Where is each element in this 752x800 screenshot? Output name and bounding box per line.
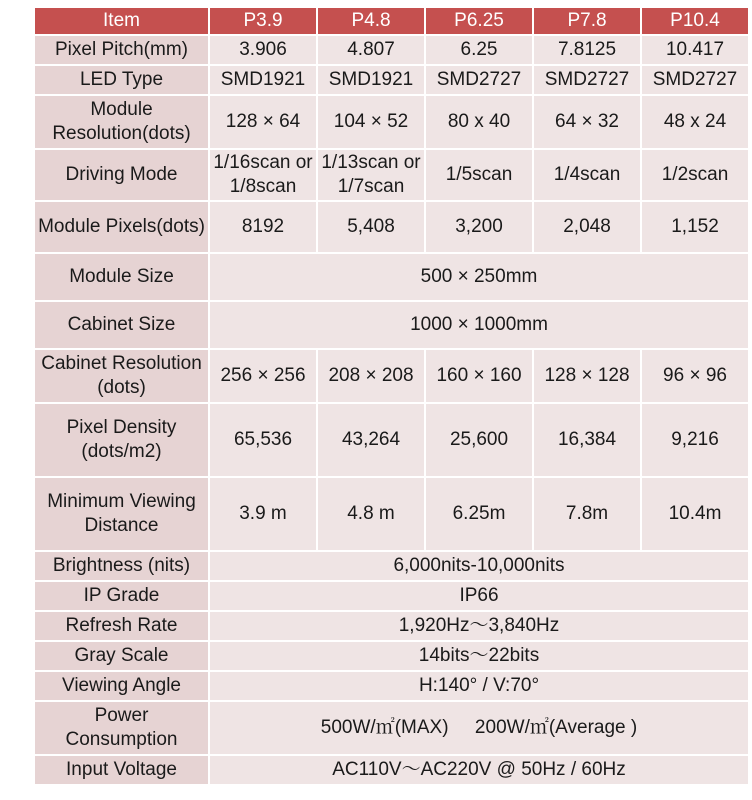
table-cell: 48 x 24 xyxy=(641,95,749,149)
table-cell: 3,200 xyxy=(425,201,533,253)
row-label: Minimum Viewing Distance xyxy=(34,477,209,551)
merged-cell: 500W/㎡(MAX) 200W/㎡(Average ) xyxy=(209,701,749,755)
table-row xyxy=(34,301,749,349)
table-cell: 43,264 xyxy=(317,403,425,477)
table-cell: 7.8m xyxy=(533,477,641,551)
row-label: Module Size xyxy=(34,253,209,301)
table-cell: 1/2scan xyxy=(641,149,749,201)
header-cell: P6.25 xyxy=(425,7,533,35)
table-cell: 3.9 m xyxy=(209,477,317,551)
table-cell: 6.25m xyxy=(425,477,533,551)
row-label: Gray Scale xyxy=(34,641,209,671)
row-label: Brightness (nits) xyxy=(34,551,209,581)
row-label: Cabinet Resolution (dots) xyxy=(34,349,209,403)
header-cell: P3.9 xyxy=(209,7,317,35)
table-row xyxy=(34,581,749,611)
table-cell: 10.4m xyxy=(641,477,749,551)
table-cell: 1/16scan or 1/8scan xyxy=(209,149,317,201)
table-cell: SMD1921 xyxy=(317,65,425,95)
row-label: Cabinet Size xyxy=(34,301,209,349)
row-label: Module Resolution(dots) xyxy=(34,95,209,149)
table-row xyxy=(34,95,749,149)
table-row xyxy=(34,253,749,301)
table-cell: 1/4scan xyxy=(533,149,641,201)
merged-cell: 1,920Hz～3,840Hz xyxy=(209,611,749,641)
header-cell: P10.4 xyxy=(641,7,749,35)
merged-cell: IP66 xyxy=(209,581,749,611)
merged-cell: 14bits～22bits xyxy=(209,641,749,671)
table-row xyxy=(34,65,749,95)
row-label: LED Type xyxy=(34,65,209,95)
merged-cell: H:140° / V:70° xyxy=(209,671,749,701)
table-cell: 1/13scan or 1/7scan xyxy=(317,149,425,201)
table-row xyxy=(34,349,749,403)
table-cell: 96 × 96 xyxy=(641,349,749,403)
table-row xyxy=(34,35,749,65)
merged-cell: 1000 × 1000mm xyxy=(209,301,749,349)
table-row xyxy=(34,611,749,641)
spec-table xyxy=(33,6,750,786)
table-row xyxy=(34,477,749,551)
row-label: IP Grade xyxy=(34,581,209,611)
row-label: Power Consumption xyxy=(34,701,209,755)
table-cell: 128 × 64 xyxy=(209,95,317,149)
table-cell: 25,600 xyxy=(425,403,533,477)
table-cell: 3.906 xyxy=(209,35,317,65)
row-label: Module Pixels(dots) xyxy=(34,201,209,253)
table-cell: 5,408 xyxy=(317,201,425,253)
table-cell: 1/5scan xyxy=(425,149,533,201)
table-cell: 160 × 160 xyxy=(425,349,533,403)
row-label: Refresh Rate xyxy=(34,611,209,641)
table-cell: 80 x 40 xyxy=(425,95,533,149)
merged-cell: 6,000nits-10,000nits xyxy=(209,551,749,581)
table-cell: 7.8125 xyxy=(533,35,641,65)
row-label: Driving Mode xyxy=(34,149,209,201)
header-cell: P7.8 xyxy=(533,7,641,35)
table-cell: 65,536 xyxy=(209,403,317,477)
table-cell: SMD2727 xyxy=(641,65,749,95)
header-row xyxy=(34,7,749,35)
table-row xyxy=(34,551,749,581)
row-label: Pixel Pitch(mm) xyxy=(34,35,209,65)
merged-cell: 500 × 250mm xyxy=(209,253,749,301)
header-cell: Item xyxy=(34,7,209,35)
table-cell: 16,384 xyxy=(533,403,641,477)
row-label: Input Voltage xyxy=(34,755,209,785)
table-cell: SMD1921 xyxy=(209,65,317,95)
table-cell: 256 × 256 xyxy=(209,349,317,403)
table-row xyxy=(34,671,749,701)
table-row xyxy=(34,641,749,671)
table-cell: 128 × 128 xyxy=(533,349,641,403)
table-cell: 9,216 xyxy=(641,403,749,477)
table-cell: 2,048 xyxy=(533,201,641,253)
table-cell: 104 × 52 xyxy=(317,95,425,149)
table-cell: SMD2727 xyxy=(425,65,533,95)
merged-cell: AC110V～AC220V @ 50Hz / 60Hz xyxy=(209,755,749,785)
table-cell: 208 × 208 xyxy=(317,349,425,403)
table-cell: 6.25 xyxy=(425,35,533,65)
row-label: Viewing Angle xyxy=(34,671,209,701)
table-cell: 4.807 xyxy=(317,35,425,65)
table-cell: 1,152 xyxy=(641,201,749,253)
table-row xyxy=(34,403,749,477)
table-cell: SMD2727 xyxy=(533,65,641,95)
table-row xyxy=(34,701,749,755)
table-row xyxy=(34,201,749,253)
table-row xyxy=(34,149,749,201)
table-row xyxy=(34,755,749,785)
table-cell: 10.417 xyxy=(641,35,749,65)
row-label: Pixel Density (dots/m2) xyxy=(34,403,209,477)
header-cell: P4.8 xyxy=(317,7,425,35)
table-cell: 8192 xyxy=(209,201,317,253)
table-cell: 4.8 m xyxy=(317,477,425,551)
table-cell: 64 × 32 xyxy=(533,95,641,149)
